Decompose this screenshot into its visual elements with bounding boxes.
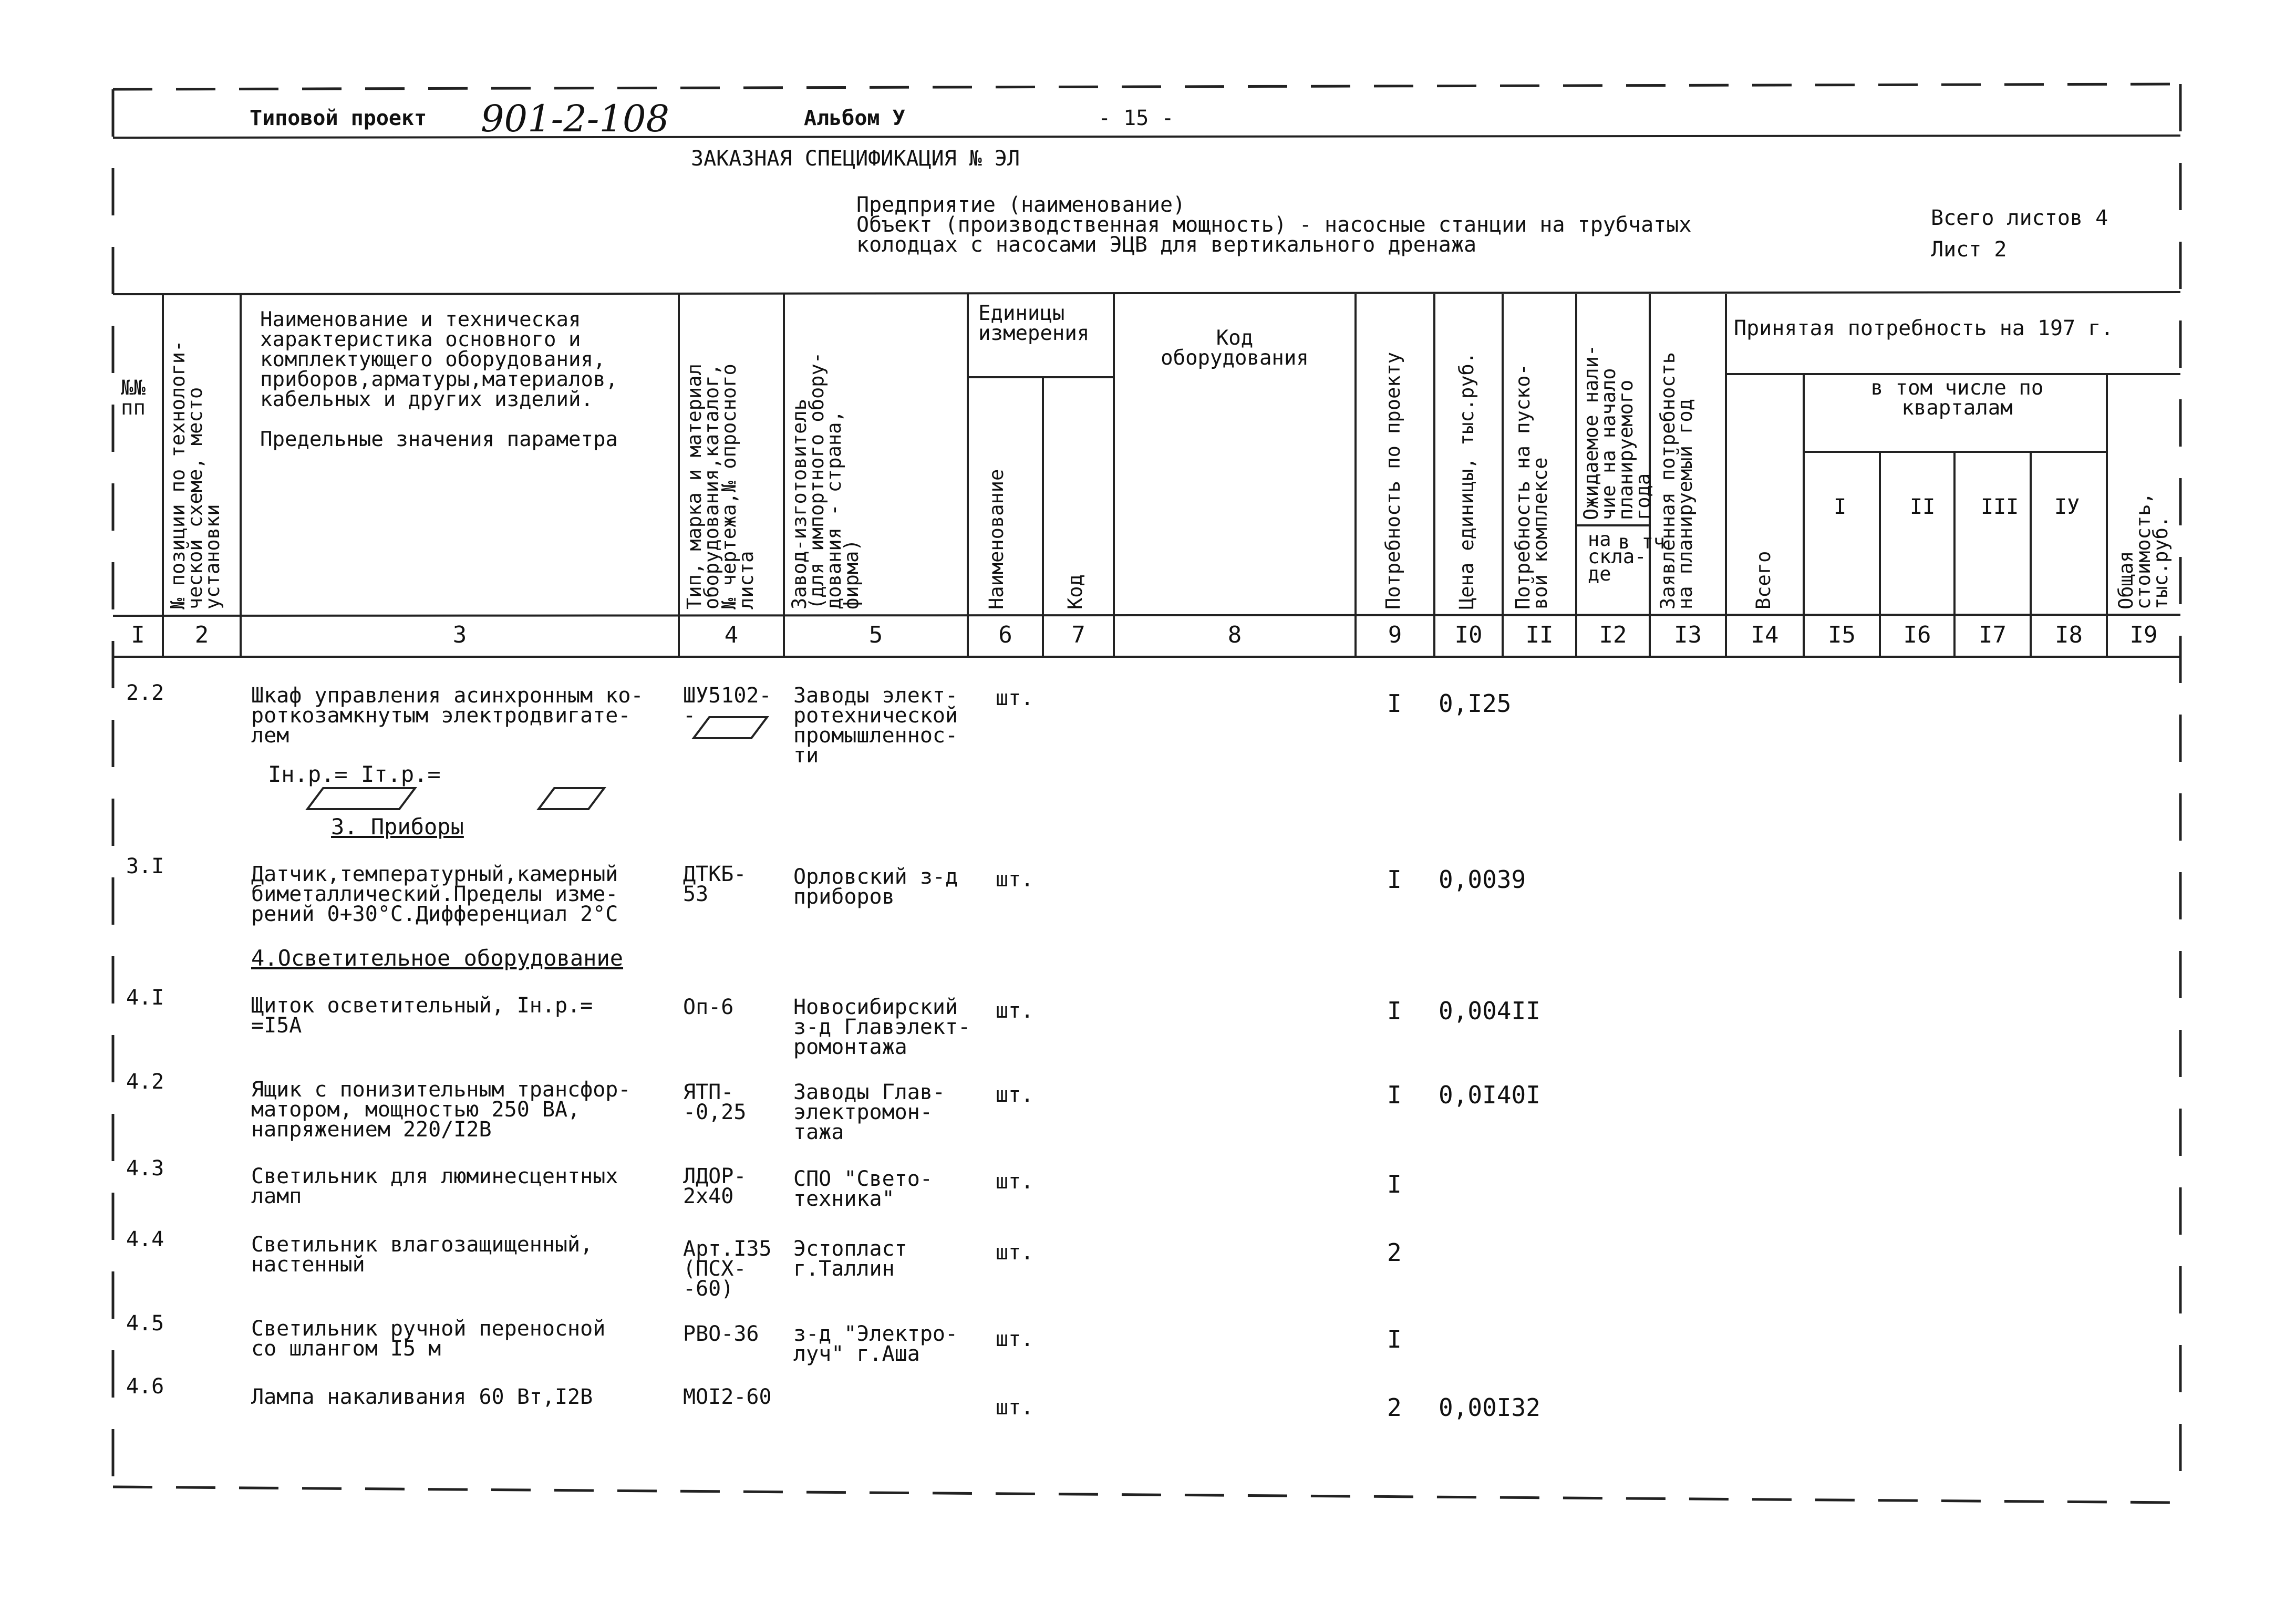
object-line-1: Объект (производственная мощность) - насосные станции на трубчатых: [856, 213, 1692, 237]
row-name: Светильник ручной переносной со шлангом I5 м: [251, 1317, 606, 1361]
spec-title: ЗАКАЗНАЯ СПЕЦИФИКАЦИЯ № ЭЛ: [691, 147, 1020, 171]
row-pos: 4.2: [126, 1070, 164, 1094]
column-number-9: 9: [1388, 622, 1402, 648]
row-qty: 2: [1387, 1238, 1402, 1267]
col-5-header: Завод-изготовитель (для импортного обору- дования - страна, фирма): [788, 351, 863, 609]
row-maker: Заводы элект- ротехнической промышленнос- ти: [793, 684, 958, 768]
column-number-18: I8: [2055, 622, 2083, 648]
row-name: Датчик,температурный,камерный биметаллический.Пределы изме- рений 0+30°С.Дифференциал 2°С: [251, 862, 618, 926]
column-number-13: I3: [1674, 622, 1702, 648]
row-maker: з-д "Электро- луч" г.Аша: [793, 1322, 958, 1366]
col-1-header: №№ пп: [121, 376, 146, 420]
col-7-header: Код: [1064, 574, 1087, 609]
col-4-header: Тип, марка и материал оборудования,каталог, № чертежа,№ опросного листа: [683, 364, 758, 609]
row-qty: I: [1387, 689, 1402, 718]
col-11-header: Потребность на пуско- вой комплексе: [1512, 364, 1552, 609]
row-pos: 4.4: [126, 1227, 164, 1251]
row-unit: шт.: [996, 999, 1034, 1023]
col-17-header: III: [1981, 495, 2019, 519]
column-number-4: 4: [724, 622, 739, 648]
row-qty: I: [1387, 997, 1402, 1025]
col-10-header: Цена единицы, тыс.руб.: [1455, 351, 1478, 609]
row-name: Шкаф управления асинхронным ко- роткозамкнутым электродвигате- лем: [251, 684, 644, 748]
row-maker: Эстопласт г.Таллин: [793, 1237, 907, 1281]
section-lighting: 4.Осветительное оборудование: [251, 945, 624, 971]
column-number-6: 6: [998, 622, 1012, 648]
col-9-header: Потребность по проекту: [1382, 351, 1404, 609]
row-qty: I: [1387, 1081, 1402, 1109]
row-pos: 4.I: [126, 986, 164, 1010]
row-price: 0,00I32: [1439, 1393, 1540, 1422]
page-number: - 15 -: [1098, 106, 1174, 130]
accepted-header: Принятая потребность на 197 г.: [1734, 316, 2114, 340]
col-13-header: Заявленная потребность на планируемый год: [1657, 351, 1697, 609]
row-type: РВО-36: [683, 1322, 759, 1346]
column-number-5: 5: [868, 622, 883, 648]
row-type: ЯТП- -0,25: [683, 1080, 747, 1124]
row-type: ШУ5102- -: [683, 684, 772, 728]
row-qty: I: [1387, 1325, 1402, 1353]
col-3-header: Наименование и техническая характеристика основного и комплектующего оборудования, приборов,арматуры,материалов, кабельных и других изделий. Предельные значения параметра: [260, 308, 618, 451]
project-number: 901-2-108: [481, 97, 670, 140]
object-line-2: колодцах с насосами ЭЦВ для вертикального дренажа: [856, 233, 1477, 257]
row-price: 0,I25: [1439, 689, 1512, 718]
units-group-header: Единицы измерения: [978, 302, 1090, 345]
row-unit: шт.: [996, 1170, 1034, 1194]
column-number-3: 3: [452, 622, 467, 648]
col-19-header: Общая стоимость, тыс.руб.: [2115, 492, 2172, 609]
row-maker: Новосибирский з-д Главэлект- ромонтажа: [793, 995, 971, 1059]
row-pos: 2.2: [126, 681, 164, 705]
row-qty: I: [1387, 1170, 1402, 1198]
row-unit: шт.: [996, 867, 1034, 892]
row-maker: Заводы Глав- электромон- тажа: [793, 1080, 945, 1144]
row-pos: 3.I: [126, 854, 164, 878]
col-8-header: Код оборудования: [1161, 326, 1309, 370]
row-unit: шт.: [996, 1395, 1034, 1420]
section-instruments: 3. Приборы: [331, 814, 464, 840]
col-12-header: Ожидаемое нали- чие на начало планируемого года: [1580, 344, 1654, 520]
row-unit: шт.: [996, 1240, 1034, 1265]
col-12-sub2: в тч: [1618, 531, 1666, 553]
sheet-number: Лист 2: [1931, 237, 2007, 262]
row-name: Светильник влагозащищенный, настенный: [251, 1233, 593, 1277]
col-12-sub: на скла- де: [1588, 528, 1647, 585]
album-label: Альбом У: [804, 106, 905, 130]
row-pos: 4.6: [126, 1374, 164, 1399]
column-number-1: I: [131, 622, 145, 648]
row-type: ДТКБ- 53: [683, 862, 747, 906]
column-number-8: 8: [1227, 622, 1242, 648]
column-number-17: I7: [1979, 622, 2007, 648]
row-name: Ящик с понизительным трансфор- матором, мощностью 250 ВА, напряжением 220/I2В: [251, 1078, 631, 1142]
column-number-16: I6: [1903, 622, 1931, 648]
row-type: Арт.I35 (ПСХ- -60): [683, 1237, 772, 1301]
column-number-12: I2: [1599, 622, 1627, 648]
row-type: МОI2-60: [683, 1385, 772, 1409]
row-name: Светильник для люминесцентных ламп: [251, 1164, 618, 1208]
column-number-14: I4: [1751, 622, 1779, 648]
row-maker: Орловский з-д приборов: [793, 865, 958, 909]
project-label: Типовой проект: [250, 106, 427, 130]
row-qty: I: [1387, 865, 1402, 894]
row-type: Оп-6: [683, 995, 734, 1019]
row-qty: 2: [1387, 1393, 1402, 1422]
row-maker: СПО "Свето- техника": [793, 1167, 933, 1211]
col-2-header: № позиции по технологи- ческой схеме, место установки: [167, 340, 224, 609]
row-unit: шт.: [996, 1327, 1034, 1351]
col-14-header: Всего: [1752, 551, 1775, 609]
row-price: 0,0039: [1439, 865, 1526, 894]
column-number-15: I5: [1828, 622, 1856, 648]
row-name: Лампа накаливания 60 Вт,I2В: [251, 1385, 593, 1409]
column-number-11: II: [1525, 622, 1554, 648]
total-sheets: Всего листов 4: [1931, 206, 2108, 230]
row-unit: шт.: [996, 686, 1034, 710]
col-6-header: Наименование: [985, 469, 1008, 609]
col-16-header: II: [1910, 495, 1936, 519]
column-number-10: I0: [1454, 622, 1483, 648]
col-15-header: I: [1834, 495, 1847, 519]
column-number-19: I9: [2129, 622, 2158, 648]
column-number-2: 2: [194, 622, 209, 648]
enterprise-line: Предприятие (наименование): [856, 193, 1186, 217]
row-name: Щиток осветительный, Iн.р.= =I5А: [251, 994, 593, 1038]
col-18-header: IУ: [2054, 495, 2080, 519]
row-pos: 4.5: [126, 1311, 164, 1336]
quarters-group-header: в том числе по кварталам: [1870, 376, 2044, 420]
row-pos: 4.3: [126, 1156, 164, 1181]
row-type: ЛДОР- 2х40: [683, 1164, 747, 1208]
column-number-7: 7: [1071, 622, 1085, 648]
row-params: Iн.р.= Iт.р.=: [268, 761, 441, 787]
row-price: 0,0I40I: [1439, 1081, 1540, 1109]
row-price: 0,004II: [1439, 997, 1540, 1025]
row-unit: шт.: [996, 1083, 1034, 1107]
